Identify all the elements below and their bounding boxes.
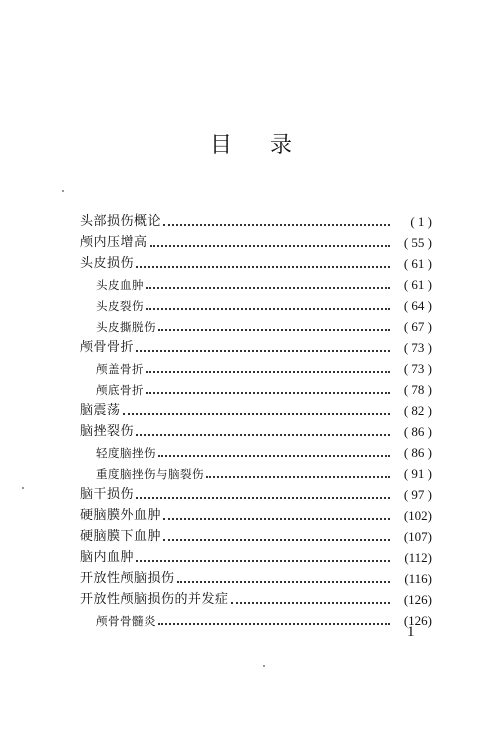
toc-entry-page: ( 64 ) <box>403 298 432 313</box>
toc-entry <box>80 418 432 439</box>
dot-leader <box>146 308 390 310</box>
toc-entry-page: (102) <box>403 508 432 523</box>
toc-entry-label: 颅盖骨折 <box>96 362 144 376</box>
toc-entry-label: 重度脑挫伤与脑裂伤 <box>96 467 204 481</box>
toc-entry <box>80 523 432 544</box>
toc-entry-label: 颅骨骨髓炎 <box>96 614 156 628</box>
toc-entry <box>80 481 432 502</box>
toc-entry-page: ( 73 ) <box>403 361 432 376</box>
toc-entry-page: ( 55 ) <box>403 235 432 250</box>
toc-entry <box>80 208 432 229</box>
title-char-right: 录 <box>270 133 295 158</box>
dot-leader <box>177 581 390 583</box>
toc-entry <box>80 376 432 397</box>
dot-leader <box>146 371 390 373</box>
toc-entry-label: 硬脑膜外血肿 <box>80 508 162 523</box>
dot-leader <box>136 350 390 352</box>
page-number: 1 <box>407 624 415 640</box>
toc-entry-label: 轻度脑挫伤 <box>96 446 156 460</box>
toc-entry-page: ( 91 ) <box>403 466 432 481</box>
toc-entry-page: ( 86 ) <box>403 445 432 460</box>
dot-leader <box>163 539 390 541</box>
toc-entry-page: (116) <box>404 571 432 586</box>
toc-entry-label: 头皮裂伤 <box>96 299 144 313</box>
toc-entry <box>80 355 432 376</box>
scan-speck <box>62 190 64 192</box>
toc-entry-label: 脑干损伤 <box>80 487 135 502</box>
table-of-contents <box>80 208 432 628</box>
toc-entry-page: ( 73 ) <box>403 340 432 355</box>
toc-entry <box>80 439 432 460</box>
toc-entry-page: ( 78 ) <box>403 382 432 397</box>
toc-entry-page: ( 82 ) <box>403 403 432 418</box>
toc-entry-label: 硬脑膜下血肿 <box>80 529 162 544</box>
dot-leader <box>136 560 390 562</box>
toc-entry <box>80 565 432 586</box>
scan-speck <box>22 487 24 489</box>
toc-entry <box>80 271 432 292</box>
toc-entry-page: ( 86 ) <box>403 424 432 439</box>
scan-speck <box>263 665 265 667</box>
toc-entry-label: 颅骨骨折 <box>80 340 135 355</box>
dot-leader <box>231 602 390 604</box>
toc-entry <box>80 460 432 481</box>
toc-entry-page: ( 67 ) <box>403 319 432 334</box>
toc-entry <box>80 544 432 565</box>
toc-entry-label: 脑挫裂伤 <box>80 424 135 439</box>
dot-leader <box>136 497 390 499</box>
toc-entry-page: (126) <box>403 592 432 607</box>
toc-entry-page: (107) <box>403 529 432 544</box>
toc-entry <box>80 313 432 334</box>
toc-entry <box>80 397 432 418</box>
toc-entry <box>80 607 432 628</box>
toc-entry-page: ( 61 ) <box>403 277 432 292</box>
dot-leader <box>158 329 390 331</box>
toc-entry-label: 开放性颅脑损伤 <box>80 571 175 586</box>
toc-entry-label: 颅底骨折 <box>96 383 144 397</box>
dot-leader <box>123 413 390 415</box>
dot-leader <box>163 224 390 226</box>
dot-leader <box>146 392 390 394</box>
toc-entry <box>80 229 432 250</box>
dot-leader <box>206 476 390 478</box>
toc-entry-label: 脑震荡 <box>80 403 121 418</box>
toc-entry-label: 头皮损伤 <box>80 256 135 271</box>
toc-entry-page: ( 61 ) <box>403 256 432 271</box>
toc-entry <box>80 250 432 271</box>
toc-entry <box>80 586 432 607</box>
dot-leader <box>158 623 390 625</box>
toc-entry-label: 头皮血肿 <box>96 278 144 292</box>
dot-leader <box>136 434 390 436</box>
toc-entry <box>80 502 432 523</box>
toc-entry-label: 脑内血肿 <box>80 550 135 565</box>
toc-entry-page: (126) <box>403 613 432 628</box>
dot-leader <box>150 245 390 247</box>
dot-leader <box>158 455 390 457</box>
page-title <box>0 128 504 159</box>
dot-leader <box>163 518 390 520</box>
toc-entry-page: (112) <box>404 550 432 565</box>
toc-entry-label: 颅内压增高 <box>80 235 148 250</box>
toc-entry <box>80 292 432 313</box>
dot-leader <box>136 266 390 268</box>
toc-entry-page: ( 97 ) <box>403 487 432 502</box>
toc-entry-page: ( 1 ) <box>410 214 432 229</box>
dot-leader <box>146 287 390 289</box>
toc-entry-label: 开放性颅脑损伤的并发症 <box>80 592 229 607</box>
toc-entry <box>80 334 432 355</box>
toc-entry-label: 头皮撕脱伤 <box>96 320 156 334</box>
title-char-left: 目 <box>209 133 234 158</box>
toc-entry-label: 头部损伤概论 <box>80 214 162 229</box>
